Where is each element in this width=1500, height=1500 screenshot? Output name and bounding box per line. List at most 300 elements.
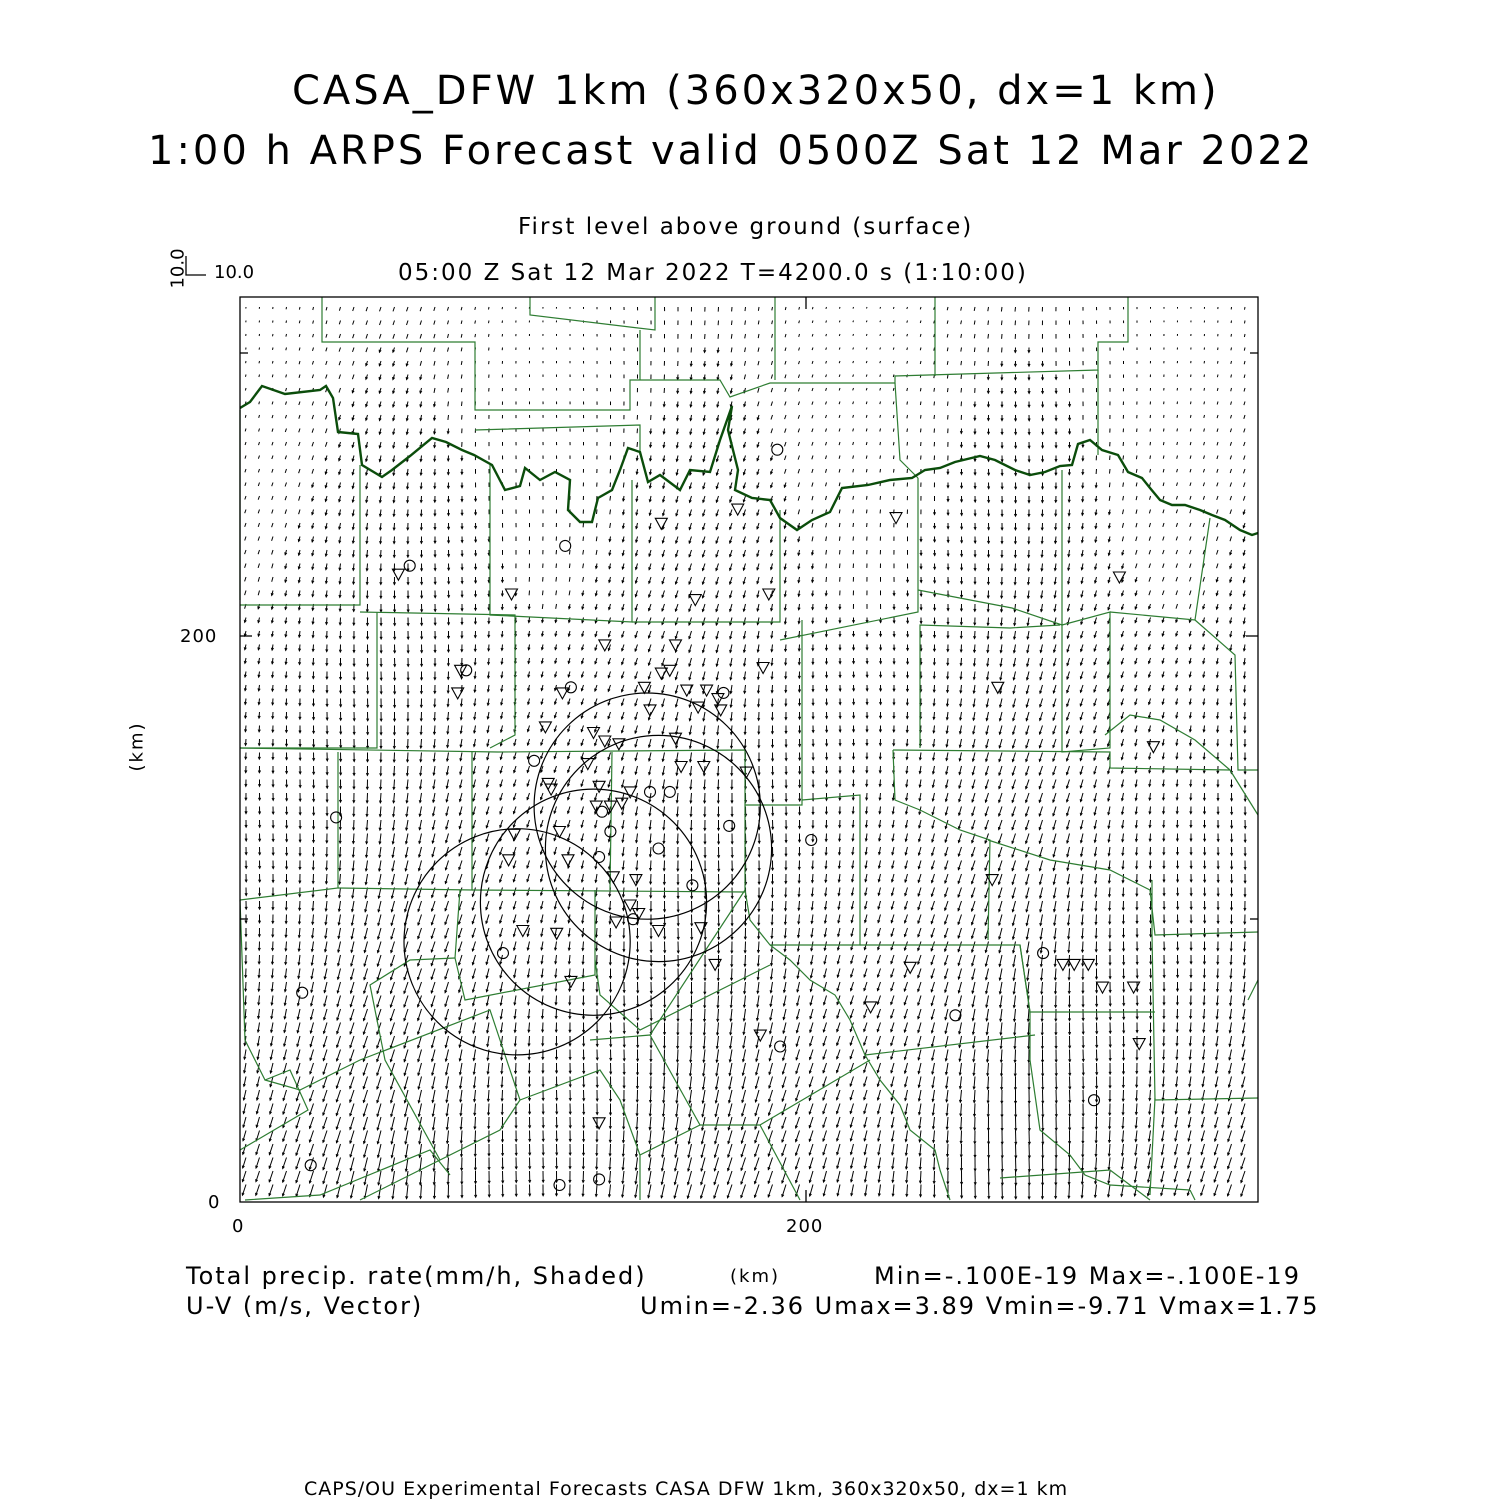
wind-vector: [1217, 415, 1218, 418]
wind-vector: [1204, 375, 1205, 378]
wind-vector: [1109, 483, 1110, 488]
wind-vector: [623, 483, 624, 488]
wind-vector: [312, 442, 314, 446]
wind-vector: [988, 348, 989, 353]
wind-vector: [812, 334, 813, 337]
wind-vector: [1150, 429, 1151, 432]
wind-vector: [812, 523, 813, 528]
wind-vector: [272, 429, 273, 432]
wind-vector: [339, 375, 341, 379]
wind-vector: [1150, 483, 1151, 487]
wind-vector: [312, 375, 313, 379]
wind-vector: [1218, 361, 1219, 364]
wind-vector: [353, 348, 355, 352]
wind-vector: [826, 496, 827, 500]
wind-vector: [339, 402, 341, 407]
wind-vector: [1244, 456, 1245, 460]
wind-vector: [866, 469, 867, 472]
wind-vector: [812, 321, 813, 323]
wind-vector: [839, 496, 840, 500]
wind-vector: [880, 402, 881, 405]
wind-vector: [245, 415, 246, 418]
wind-vector: [758, 321, 759, 325]
wind-vector: [379, 334, 381, 339]
wind-vector: [798, 388, 799, 391]
wind-vector: [272, 496, 273, 500]
wind-vector: [1190, 483, 1191, 486]
wind-vector: [245, 442, 246, 445]
wind-vector: [812, 388, 813, 391]
wind-vector: [583, 550, 584, 555]
wind-vector: [1244, 402, 1245, 406]
wind-vector: [1190, 591, 1192, 596]
wind-vector: [947, 375, 948, 379]
wind-vector: [853, 388, 854, 390]
wind-vector: [259, 402, 260, 405]
wind-vector: [893, 321, 894, 323]
wind-vector: [299, 496, 300, 501]
wind-vector: [839, 469, 840, 473]
wind-vector: [393, 307, 395, 311]
wind-vector: [1217, 375, 1218, 378]
wind-vector: [1190, 604, 1192, 609]
wind-vector: [812, 456, 813, 460]
wind-vector: [1164, 429, 1165, 432]
wind-vector: [839, 510, 840, 514]
wind-vector: [1176, 550, 1177, 554]
wind-vector: [1136, 456, 1137, 460]
wind-vector: [326, 361, 327, 365]
wind-vector: [610, 496, 611, 501]
wind-vector: [1176, 523, 1177, 527]
wind-vector: [853, 537, 854, 541]
wind-vector: [1163, 442, 1164, 445]
wind-vector: [475, 321, 476, 324]
wind-vector: [326, 402, 328, 406]
wind-vector: [893, 334, 894, 336]
wind-vector: [420, 348, 421, 353]
wind-vector: [299, 442, 300, 446]
wind-vector: [785, 375, 786, 379]
wind-vector: [258, 591, 259, 596]
wind-vector: [420, 361, 421, 366]
wind-vector: [853, 442, 854, 445]
wind-vector: [380, 307, 382, 311]
wind-vector: [826, 442, 827, 445]
wind-vector: [771, 429, 773, 434]
wind-vector: [434, 388, 435, 393]
wind-vector: [299, 375, 300, 378]
wind-vector: [799, 321, 800, 324]
wind-vector: [339, 321, 340, 325]
wind-vector: [880, 375, 881, 377]
wind-vector: [448, 375, 449, 379]
wind-vector: [798, 429, 799, 433]
wind-vector: [826, 388, 827, 391]
wind-vector: [339, 307, 340, 311]
wind-vector: [326, 415, 328, 419]
wind-vector: [812, 510, 813, 514]
wind-vector: [1231, 334, 1232, 337]
wind-vector: [893, 415, 894, 418]
wind-vector: [569, 591, 570, 596]
wind-vector: [826, 564, 827, 569]
wind-vector: [1231, 388, 1232, 391]
wind-vector: [542, 604, 543, 609]
wind-vector: [840, 564, 841, 569]
wind-vector: [745, 307, 746, 311]
wind-vector: [988, 334, 989, 339]
wind-vector: [1150, 456, 1151, 459]
wind-vector: [272, 375, 273, 378]
wind-vector: [286, 402, 287, 405]
wind-vector: [299, 402, 300, 406]
wind-vector: [1217, 550, 1219, 555]
wind-vector: [812, 375, 813, 378]
wind-vector: [285, 415, 286, 418]
wind-vector: [921, 429, 922, 433]
wind-vector: [299, 334, 300, 337]
wind-vector: [556, 591, 557, 596]
wind-vector: [907, 429, 908, 432]
wind-vector: [785, 415, 786, 419]
wind-vector: [1176, 510, 1177, 514]
wind-vector: [1244, 415, 1245, 419]
wind-vector: [1245, 307, 1246, 310]
wind-vector: [799, 348, 800, 351]
wind-vector: [1217, 537, 1219, 541]
wind-vector: [1149, 510, 1150, 514]
wind-vector: [312, 415, 313, 419]
wind-vector: [961, 388, 962, 393]
wind-vector: [1122, 537, 1123, 542]
wind-vector: [1244, 483, 1246, 488]
wind-vector: [1163, 564, 1164, 568]
wind-vector: [812, 361, 813, 364]
wind-vector: [839, 375, 840, 377]
wind-vector: [839, 537, 840, 541]
wind-vector: [448, 415, 449, 420]
wind-vector: [299, 307, 300, 310]
wind-vector: [771, 375, 772, 379]
wind-vector: [489, 307, 490, 310]
wind-vector: [812, 348, 813, 351]
wind-vector: [1217, 456, 1218, 460]
wind-vector: [839, 442, 840, 445]
wind-vector: [839, 402, 840, 405]
wind-vector: [1190, 510, 1191, 514]
wind-vector: [272, 523, 273, 527]
wind-vector: [907, 321, 908, 323]
wind-vector: [556, 604, 557, 609]
wind-vector: [839, 348, 840, 350]
wind-vector: [1149, 564, 1151, 568]
wind-vector: [258, 469, 259, 472]
wind-vector: [947, 348, 948, 352]
wind-vector: [1230, 537, 1232, 542]
wind-vector: [569, 577, 570, 582]
wind-vector: [1190, 496, 1191, 500]
wind-vector: [947, 321, 948, 324]
wind-vector: [285, 469, 286, 473]
wind-vector: [921, 415, 922, 419]
wind-vector: [1163, 577, 1165, 581]
wind-vector: [839, 429, 840, 432]
wind-vector: [907, 388, 908, 391]
wind-vector: [907, 402, 908, 405]
wind-vector: [448, 321, 449, 325]
wind-vector: [758, 388, 759, 393]
wind-vector: [771, 402, 772, 406]
wind-vector: [353, 321, 354, 325]
wind-vector: [974, 334, 975, 338]
wind-vector: [785, 321, 786, 324]
wind-vector: [1244, 334, 1245, 337]
wind-vector: [853, 307, 854, 309]
wind-vector: [853, 334, 854, 336]
wind-vector: [245, 388, 246, 391]
wind-vector: [434, 307, 435, 311]
wind-vector: [1230, 483, 1231, 487]
wind-vector: [826, 402, 827, 405]
wind-vector: [448, 402, 449, 407]
wind-vector: [1203, 537, 1204, 541]
wind-vector: [785, 469, 787, 474]
wind-vector: [1231, 361, 1232, 364]
wind-vector: [853, 402, 854, 405]
wind-vector: [934, 388, 935, 392]
wind-vector: [1136, 523, 1137, 527]
wind-vector: [1163, 483, 1164, 487]
wind-vector: [1190, 550, 1191, 554]
wind-vector: [907, 334, 908, 336]
wind-vector: [1217, 442, 1218, 445]
wind-vector: [1230, 510, 1232, 514]
wind-vector: [1190, 564, 1191, 568]
wind-vector: [799, 334, 800, 337]
wind-vector: [1162, 591, 1164, 596]
wind-vector: [461, 321, 462, 324]
wind-vector: [285, 456, 286, 460]
wind-vector: [812, 307, 813, 309]
wind-vector: [826, 429, 827, 432]
wind-vector: [312, 429, 313, 433]
wind-vector: [1230, 456, 1231, 460]
wind-vector: [974, 321, 975, 325]
wind-vector: [853, 469, 854, 472]
wind-vector: [934, 321, 935, 324]
wind-vector: [312, 402, 313, 406]
wind-vector: [826, 469, 827, 473]
wind-vector: [866, 334, 867, 336]
wind-vector: [1002, 321, 1003, 326]
wind-vector: [339, 348, 340, 352]
wind-vector: [880, 334, 881, 336]
wind-vector: [798, 415, 799, 419]
wind-vector: [366, 348, 368, 353]
wind-vector: [1149, 577, 1151, 582]
wind-vector: [489, 321, 490, 324]
wind-vector: [758, 307, 759, 311]
wind-vector: [1177, 415, 1178, 418]
wind-vector: [1203, 523, 1204, 527]
wind-vector: [880, 348, 881, 350]
wind-vector: [258, 496, 259, 500]
wind-vector: [920, 334, 921, 337]
wind-vector: [285, 510, 286, 514]
wind-vector: [299, 456, 300, 460]
wind-vector: [1150, 442, 1151, 445]
wind-vector: [826, 375, 827, 378]
wind-vector: [299, 429, 300, 433]
wind-vector: [1109, 496, 1110, 501]
wind-vector: [934, 307, 935, 310]
wind-vector: [570, 550, 571, 554]
wind-vector: [840, 550, 841, 554]
wind-vector: [974, 307, 975, 311]
wind-vector: [272, 483, 273, 487]
wind-vector: [407, 307, 409, 311]
wind-vector: [1163, 496, 1164, 500]
wind-vector: [839, 523, 840, 527]
wind-vector: [961, 361, 962, 365]
wind-vector: [339, 334, 340, 338]
wind-vector: [880, 442, 881, 445]
wind-vector: [1244, 361, 1245, 364]
wind-vector: [1163, 510, 1164, 514]
wind-vector: [258, 523, 259, 527]
wind-vector: [1123, 510, 1124, 515]
wind-vector: [596, 523, 597, 528]
wind-vector: [326, 348, 327, 352]
wind-vector: [920, 361, 921, 364]
wind-vector: [1149, 550, 1150, 554]
wind-vector: [785, 307, 786, 310]
wind-vector: [1230, 442, 1231, 446]
wind-vector: [948, 388, 949, 392]
wind-vector: [839, 388, 840, 391]
wind-vector: [771, 442, 773, 447]
wind-vector: [556, 564, 557, 568]
wind-vector: [961, 375, 962, 379]
wind-vector: [1150, 469, 1151, 473]
wind-vector: [312, 361, 313, 365]
wind-vector: [448, 334, 449, 338]
wind-vector: [313, 348, 314, 351]
wind-vector: [313, 321, 314, 324]
wind-vector: [880, 388, 881, 391]
wind-vector: [461, 334, 462, 338]
wind-vector: [299, 510, 300, 515]
wind-vector: [880, 307, 881, 309]
wind-vector: [1136, 564, 1138, 569]
wind-vector: [1110, 469, 1111, 474]
wind-vector: [961, 334, 962, 338]
wind-vector: [272, 469, 273, 473]
wind-vector: [934, 415, 935, 419]
wind-vector: [420, 307, 421, 311]
wind-vector: [1163, 469, 1164, 472]
wind-vector: [920, 402, 921, 406]
wind-vector: [312, 456, 314, 461]
wind-vector: [259, 429, 260, 432]
wind-vector: [610, 510, 611, 515]
wind-vector: [489, 334, 490, 337]
wind-vector: [434, 321, 435, 325]
wind-vector: [258, 483, 259, 487]
wind-vector: [866, 348, 867, 350]
wind-vector: [812, 483, 813, 487]
wind-vector: [853, 496, 854, 500]
wind-vector: [448, 348, 449, 352]
wind-vector: [448, 361, 449, 365]
wind-vector: [893, 348, 894, 350]
wind-vector: [866, 442, 867, 445]
wind-vector: [245, 550, 246, 554]
wind-vector: [610, 523, 611, 528]
wind-vector: [758, 334, 759, 338]
wind-vector: [1176, 577, 1178, 581]
wind-vector: [1190, 469, 1191, 472]
wind-vector: [272, 442, 273, 445]
wind-vector: [313, 307, 314, 310]
wind-vector: [259, 375, 260, 378]
wind-vector: [339, 361, 340, 365]
wind-vector: [947, 334, 948, 338]
wind-vector: [326, 307, 327, 310]
wind-vector: [353, 307, 354, 311]
wind-vector: [461, 388, 462, 392]
wind-vector: [1230, 429, 1231, 433]
wind-vector: [245, 510, 246, 514]
wind-vector: [718, 334, 719, 339]
wind-vector: [907, 442, 908, 446]
wind-vector: [1136, 483, 1137, 487]
wind-vector: [461, 348, 462, 352]
wind-vector: [1244, 429, 1245, 433]
wind-vector: [893, 429, 894, 432]
wind-vector: [543, 591, 544, 596]
wind-vector: [1136, 550, 1137, 555]
wind-vector: [569, 564, 570, 569]
wind-vector: [1204, 456, 1205, 459]
wind-vector: [853, 321, 854, 323]
wind-vector: [893, 375, 894, 378]
wind-vector: [1230, 469, 1231, 473]
wind-vector: [961, 348, 962, 352]
wind-vector: [1123, 456, 1124, 460]
wind-vector: [1244, 375, 1245, 378]
wind-vector: [1231, 402, 1232, 405]
wind-vector: [312, 469, 314, 474]
wind-vector: [339, 388, 341, 393]
wind-vector: [798, 375, 799, 378]
wind-vector: [299, 361, 300, 364]
wind-vector: [1217, 523, 1218, 527]
wind-vector: [799, 307, 800, 310]
wind-vector: [245, 591, 246, 596]
wind-vector: [731, 348, 732, 353]
wind-vector: [798, 496, 799, 501]
wind-vector: [258, 456, 259, 459]
wind-vector: [583, 537, 584, 541]
wind-vector: [1001, 307, 1002, 312]
wind-vector: [893, 361, 894, 363]
wind-vector: [380, 321, 382, 326]
wind-vector: [880, 456, 881, 459]
wind-vector: [880, 321, 881, 323]
wind-vector: [867, 496, 868, 500]
